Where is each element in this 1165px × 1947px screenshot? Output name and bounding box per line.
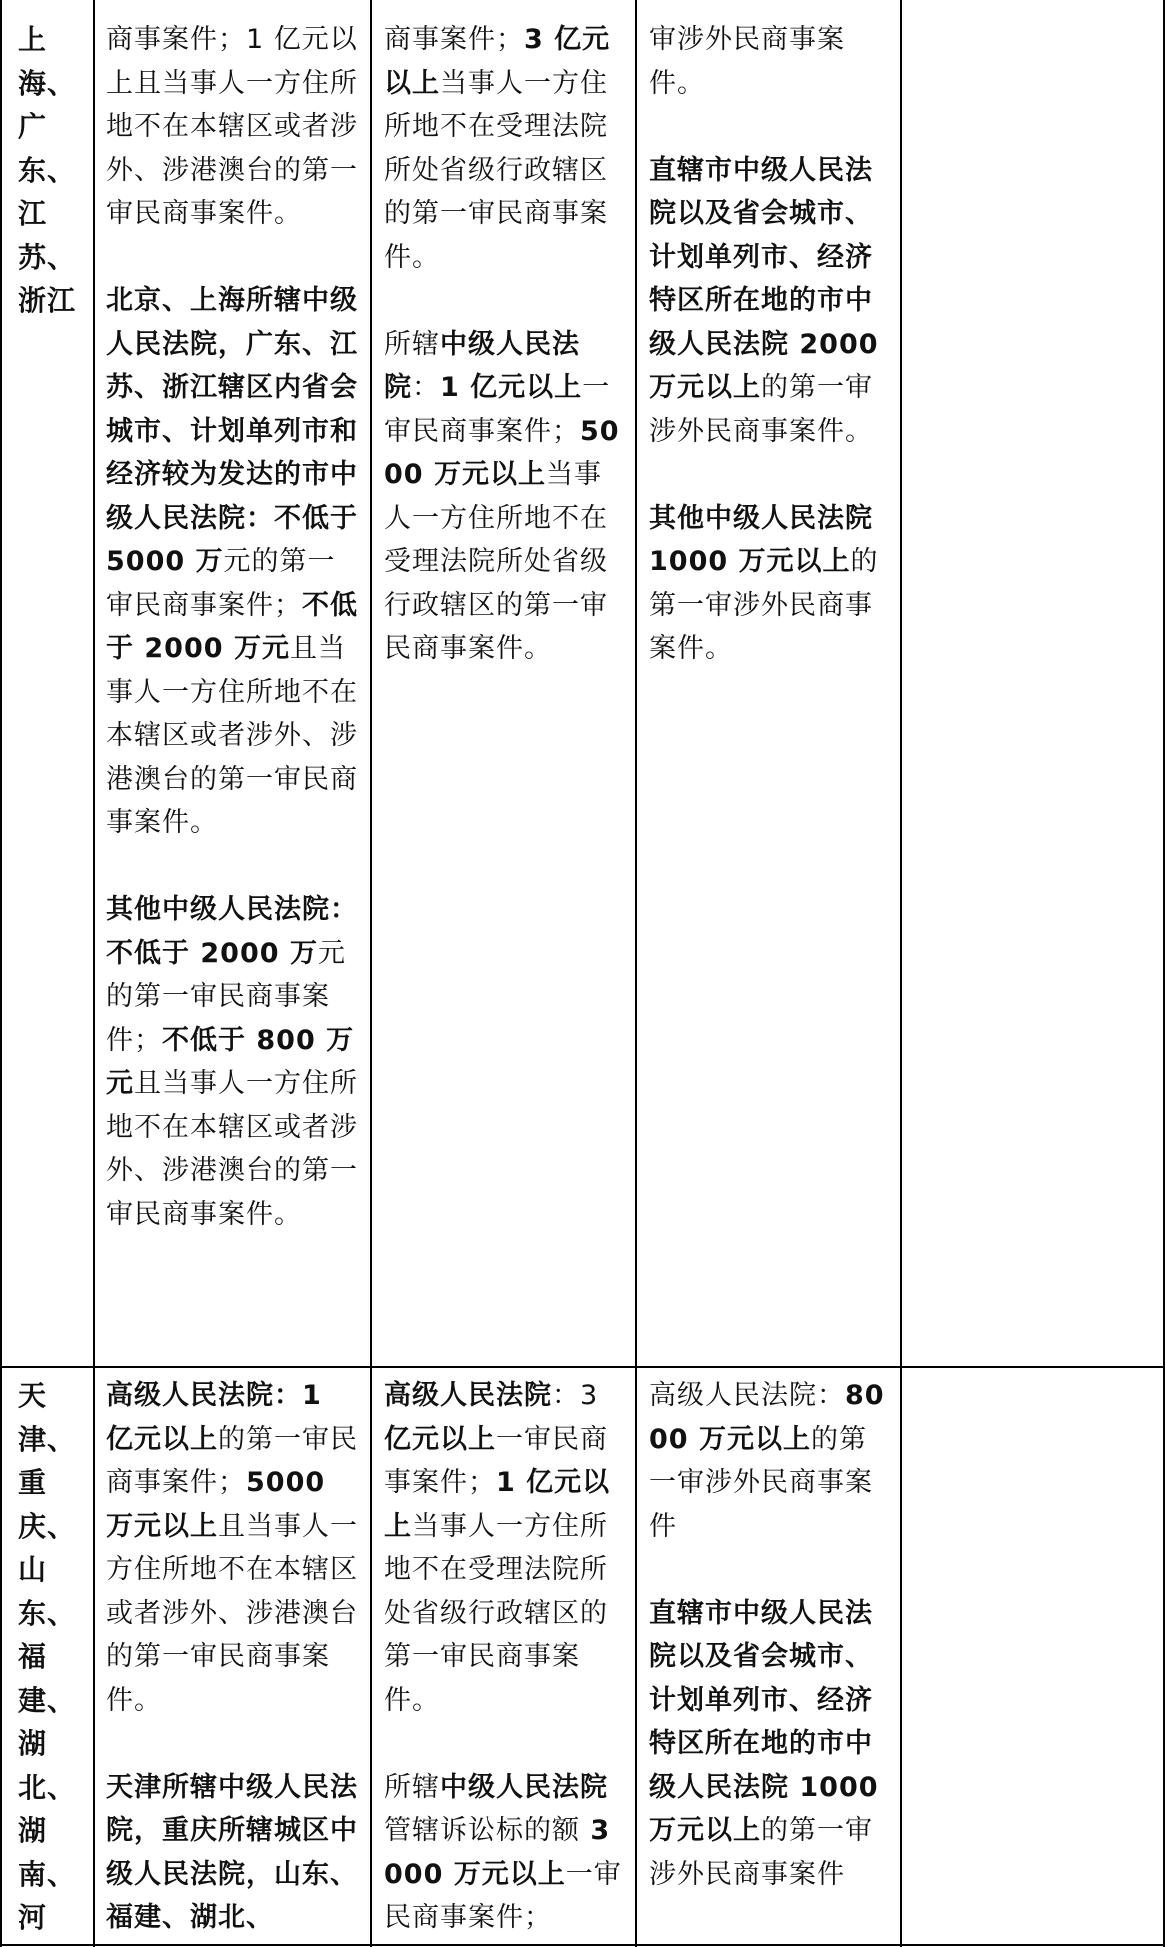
column-divider	[635, 0, 637, 1947]
table-row-2-col4	[914, 1374, 1154, 1942]
text: 所辖	[384, 1771, 440, 1803]
text-bold: 5000 万元以上	[384, 415, 620, 490]
text: 高级人民法院：	[649, 1380, 845, 1411]
text: 商事案件；1 亿元以上且当事人一方住所地不在本辖区或者涉外、涉港澳台的第一审民商事案件。	[106, 24, 358, 229]
text: ：3	[552, 1380, 599, 1411]
text: 当事人一方住所地不在受理法院所处省级行政辖区的第一审民商事案件。	[384, 67, 608, 273]
text-bold: 直辖市中级人民法院以及省会城市、计划单列市、经济特区所在地的市中级人民法院	[649, 1597, 873, 1803]
paragraph	[649, 1592, 889, 1897]
table-border-left	[0, 0, 2, 1947]
text-bold: 高级人民法院	[384, 1380, 552, 1411]
paragraph	[384, 18, 624, 279]
text-bold: 1000 万元以上	[649, 546, 851, 577]
text: 的第一审民商事案件；	[106, 1423, 358, 1498]
table-row-1-col3	[649, 18, 889, 1363]
paragraph	[106, 279, 359, 845]
text: 审涉外民商事案件。	[649, 24, 845, 99]
text-bold: 其他中级人民法院：不低于 2000 万	[106, 894, 358, 969]
text: 且当事人一方住所地不在本辖区或者涉外、涉港澳台的第一审民商事案件。	[106, 1068, 358, 1230]
text: 一审民商事案件；	[384, 372, 611, 447]
text-bold: 中级人民法院	[440, 1771, 608, 1803]
table-row-1-col2	[384, 18, 624, 1363]
paragraph	[384, 1766, 624, 1940]
text: 的第一审涉外民商事案件。	[649, 546, 879, 664]
paragraph	[384, 1374, 624, 1722]
column-divider	[93, 0, 95, 1947]
column-divider	[900, 0, 902, 1947]
text-bold: 3 亿元以上	[384, 24, 611, 99]
text-bold: 中级人民法院	[384, 328, 580, 403]
text-bold: 直辖市中级人民法院以及省会城市、计划单列市、经济特区所在地的市中级人民法院	[649, 154, 873, 360]
table-row-2-col2	[384, 1374, 624, 1942]
paragraph	[649, 1374, 889, 1548]
text: ：	[412, 372, 440, 403]
text-bold: 其他中级人民法院	[649, 502, 873, 534]
text-bold: 2000 万元以上	[649, 328, 879, 403]
text-bold: 1 亿元以上	[384, 1467, 611, 1542]
text-bold: 5000 万元以上	[106, 1467, 326, 1542]
text: 当事人一方住所地不在受理法院所处省级行政辖区的第一审民商事案件。	[384, 1510, 608, 1716]
paragraph	[649, 497, 889, 671]
text: 所辖	[384, 328, 440, 360]
text: 且当事人一方住所地不在本辖区或者涉外、涉港澳台的第一审民商事案件。	[106, 1510, 358, 1716]
text: 当事人一方住所地不在受理法院所处省级行政辖区的第一审民商事案件。	[384, 459, 608, 664]
text-bold: 北京、上海所辖中级人民法院，广东、江苏、浙江辖区内省会城市、计划单列市和经济较为发达的市中级人民法院：不低于 5000 万	[106, 285, 358, 577]
paragraph	[384, 323, 624, 671]
paragraph	[106, 888, 359, 1236]
text: 一审民商事案件；	[384, 1858, 622, 1933]
text: 的第一审涉外民商事案件	[649, 1815, 873, 1890]
text-bold: 1 亿元以上	[440, 372, 583, 403]
text: 商事案件；	[384, 24, 524, 55]
text-bold: 1000 万元以上	[649, 1771, 879, 1846]
text: 的第一审涉外民商事案件。	[649, 372, 873, 447]
paragraph	[106, 18, 359, 236]
table-row-2-col3	[649, 1374, 889, 1942]
paragraph	[649, 149, 889, 454]
province-label: 上海、广东、江苏、浙江	[18, 23, 77, 317]
row-divider	[0, 1366, 1165, 1368]
paragraph	[106, 1374, 359, 1722]
text: 的第一审涉外民商事案件	[649, 1423, 873, 1542]
text-bold: 3000 万元以上	[384, 1815, 611, 1890]
text: 元的第一审民商事案件；	[106, 546, 336, 621]
table-row-1-col4	[914, 18, 1154, 1363]
table-row-2-province	[18, 1374, 78, 1942]
text-bold: 亿元以上	[384, 1423, 496, 1455]
text: 且当事人一方住所地不在本辖区或者涉外、涉港澳台的第一审民商事案件。	[106, 633, 358, 838]
column-divider	[370, 0, 372, 1947]
table-row-2-col1	[106, 1374, 359, 1942]
text: 一审民商事案件；	[384, 1423, 608, 1498]
text-bold: 8000 万元以上	[649, 1380, 885, 1455]
table-row-1-col1	[106, 18, 359, 1363]
text: 元的第一审民商事案件；	[106, 937, 346, 1056]
text: 管辖诉讼标的额	[384, 1815, 580, 1846]
table-border-bottom	[0, 1944, 1165, 1946]
text-bold: 不低于 800 万元	[106, 1024, 355, 1099]
paragraph	[649, 18, 889, 105]
paragraph	[106, 1766, 359, 1940]
text-bold: 高级人民法院：1 亿元以上	[106, 1380, 322, 1455]
text-bold: 不低于 2000 万元	[106, 589, 358, 664]
province-label: 天津、重庆、山东、福建、湖北、湖南、河	[18, 1379, 77, 1934]
table-row-1-province	[18, 18, 78, 1358]
text-bold: 天津所辖中级人民法院，重庆所辖城区中级人民法院，山东、福建、湖北、	[106, 1771, 358, 1933]
